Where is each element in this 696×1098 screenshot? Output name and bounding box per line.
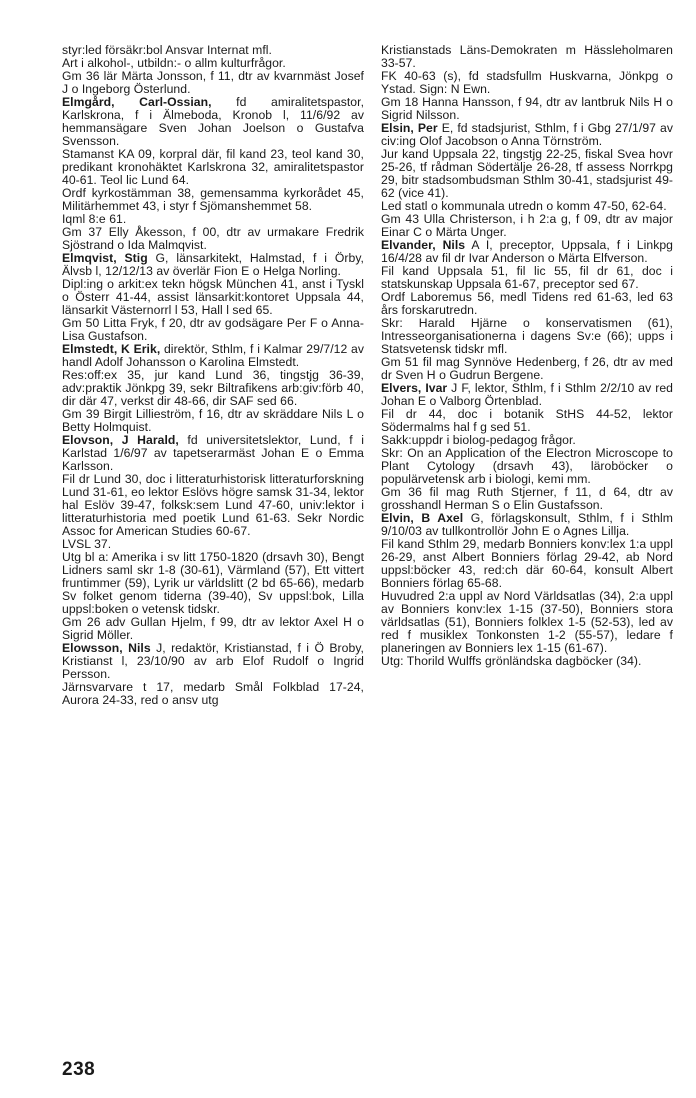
biography-entry-start	[381, 512, 673, 538]
entry-paragraph	[62, 551, 364, 616]
entry-headword: Elsin, Per	[381, 121, 438, 135]
entry-text: Gm 50 Litta Fryk, f 20, dtr av godsägare Per F o Anna-Lisa Gustafson.	[62, 316, 364, 343]
entry-text: Ordf Laboremus 56, medl Tidens red 61-63, led 63 års forskarutredn.	[381, 290, 673, 317]
page-number: 238	[62, 1059, 96, 1080]
entry-headword: Elowsson, Nils	[62, 641, 151, 655]
entry-text: Gm 36 lär Märta Jonsson, f 11, dtr av kvarnmäst Josef J o Ingeborg Österlund.	[62, 69, 364, 96]
biography-entry-start	[62, 96, 364, 148]
entry-paragraph	[381, 96, 673, 122]
entry-text: J, redaktör, Kristianstad, f i Ö Broby, Kristianst l, 23/10/90 av arb Elof Rudolf o Ingrid Persson.	[62, 641, 364, 681]
entry-text: G, länsarkitekt, Halmstad, f i Örby, Älvsb l, 12/12/13 av överlär Fion E o Helga Norling.	[62, 251, 364, 278]
entry-text: A I, preceptor, Uppsala, f i Linkpg 16/4/28 av fil dr Ivar Anderson o Märta Elfverson.	[381, 238, 673, 265]
entry-text: Skr: On an Application of the Electron Microscope to Plant Cytology (drsavh 43), läroböcker o populärvetensk arb i biologi, kemi mm.	[381, 446, 673, 486]
entry-text: Gm 18 Hanna Hansson, f 94, dtr av lantbruk Nils H o Sigrid Nilsson.	[381, 95, 673, 122]
entry-text: Art i alkohol-, utbildn:- o allm kulturfrågor.	[62, 56, 286, 70]
entry-paragraph	[381, 44, 673, 70]
biography-entry-start	[62, 434, 364, 473]
entry-headword: Elvers, Ivar	[381, 381, 448, 395]
entry-paragraph	[381, 70, 673, 96]
entry-text: Res:off:ex 35, jur kand Lund 36, tingstjg 36-39, adv:praktik Jönkpg 39, sekr Biltrafikens arb:giv:förb 40, dir där 47, verkst dir 48-66, dir SAF sed 66.	[62, 368, 364, 408]
right-column	[381, 44, 673, 668]
entry-text: Kristianstads Läns-Demokraten m Hässleholmaren 33-57.	[381, 43, 673, 70]
entry-text: Jur kand Uppsala 22, tingstjg 22-25, fiskal Svea hovr 25-26, tf rådman Södertälje 26-28, tf assess Norrkpg 29, bitr stadsombudsman Sthlm 30-41, stadsjurist 49-62 (vice 41).	[381, 147, 673, 200]
entry-text: Sakk:uppdr i biolog-pedagog frågor.	[381, 433, 576, 447]
entry-text: Stamanst KA 09, korpral där, fil kand 23, teol kand 30, predikant kronohäktet Karlskrona 32, amiralitetspastor 40-61. Teol lic Lund 64.	[62, 147, 364, 187]
entry-paragraph	[62, 148, 364, 187]
biography-entry-start	[381, 382, 673, 408]
biography-entry-start	[381, 239, 673, 265]
entry-headword: Elvander, Nils	[381, 238, 466, 252]
entry-text: Gm 39 Birgit Lillieström, f 16, dtr av skräddare Nils L o Betty Holmquist.	[62, 407, 364, 434]
biography-entry-start	[62, 252, 364, 278]
entry-paragraph	[381, 356, 673, 382]
entry-text: Skr: Harald Hjärne o konservatismen (61), Intresseorganisationerna i dagens Sv:e (66); upps i Statsvetensk tidskr mfl.	[381, 316, 673, 356]
entry-paragraph	[381, 408, 673, 434]
entry-text: G, förlagskonsult, Sthlm, f i Sthlm 9/10/03 av tullkontrollör John E o Agnes Lillja.	[381, 511, 673, 538]
entry-paragraph	[381, 590, 673, 655]
entry-paragraph	[62, 70, 364, 96]
entry-text: Gm 51 fil mag Synnöve Hedenberg, f 26, dtr av med dr Sven H o Gudrun Bergene.	[381, 355, 673, 382]
entry-text: LVSL 37.	[62, 537, 112, 551]
entry-paragraph	[381, 213, 673, 239]
entry-paragraph	[381, 265, 673, 291]
entry-text: Utg: Thorild Wulffs grönländska dagböcker (34).	[381, 654, 642, 668]
entry-text: Gm 43 Ulla Christerson, i h 2:a g, f 09, dtr av major Einar C o Märta Unger.	[381, 212, 673, 239]
entry-text: Gm 26 adv Gullan Hjelm, f 99, dtr av lektor Axel H o Sigrid Möller.	[62, 615, 364, 642]
entry-paragraph	[62, 317, 364, 343]
entry-paragraph	[62, 681, 364, 707]
entry-paragraph	[62, 408, 364, 434]
entry-paragraph	[381, 655, 673, 668]
entry-text: Fil dr 44, doc i botanik StHS 44-52, lektor Södermalms hal f g sed 51.	[381, 407, 673, 434]
entry-text: FK 40-63 (s), fd stadsfullm Huskvarna, Jönkpg o Ystad. Sign: N Ewn.	[381, 69, 673, 96]
biography-entry-start	[62, 343, 364, 369]
entry-paragraph	[62, 369, 364, 408]
entry-text: Gm 37 Elly Åkesson, f 00, dtr av urmakare Fredrik Sjöstrand o Ida Malmqvist.	[62, 225, 364, 252]
entry-text: direktör, Sthlm, f i Kalmar 29/7/12 av handl Adolf Johansson o Karolina Elmstedt.	[62, 342, 364, 369]
entry-text: E, fd stadsjurist, Sthlm, f i Gbg 27/1/97 av civ:ing Olof Jacobson o Anna Törnström.	[381, 121, 673, 148]
entry-paragraph	[62, 187, 364, 213]
entry-headword: Elvin, B Axel	[381, 511, 464, 525]
entry-paragraph	[381, 538, 673, 590]
entry-paragraph	[62, 226, 364, 252]
entry-headword: Elmstedt, K Erik,	[62, 342, 161, 356]
left-column	[62, 44, 364, 707]
entry-paragraph	[62, 616, 364, 642]
entry-text: styr:led försäkr:bol Ansvar Internat mfl.	[62, 43, 272, 57]
entry-paragraph	[381, 317, 673, 356]
entry-text: Dipl:ing o arkit:ex tekn högsk München 41, anst i Tyskl o Österr 41-44, assist länsarkit:kontoret Uppsala 44, länsarkit Västernorrl l 53, Hall l sed 65.	[62, 277, 364, 317]
entry-text: Fil dr Lund 30, doc i litteraturhistorisk litteraturforskning Lund 31-61, eo lektor Eslövs högre samsk 31-34, lektor hal Eslöv 39-47, folksk:sem Lund 47-60, univ:lektor i litteraturhistoria med poetik Lund 61-63. Sekr Nordic Assoc for American Studies 60-67.	[62, 472, 364, 538]
biography-entry-start	[381, 122, 673, 148]
entry-paragraph	[62, 278, 364, 317]
entry-paragraph	[381, 291, 673, 317]
entry-text: J F, lektor, Sthlm, f i Sthlm 2/2/10 av red Johan E o Valborg Örtenblad.	[381, 381, 673, 408]
entry-text: Ordf kyrkostämman 38, gemensamma kyrkorådet 45, Militärhemmet 43, i styr f Sjömanshemmet 58.	[62, 186, 364, 213]
entry-paragraph	[381, 447, 673, 486]
entry-text: Huvudred 2:a uppl av Nord Världsatlas (34), 2:a uppl av Bonniers konv:lex 1-15 (37-50), Bonniers stora världsatlas (51), Bonniers folklex 1-5 (52-53), led av red f musiklex Tonkonsten 1-2 (55-57), ledare f planeringen av Bonniers lex 1-15 (61-67).	[381, 589, 673, 655]
entry-headword: Elmgård, Carl-Ossian,	[62, 95, 212, 109]
biography-entry-start	[62, 642, 364, 681]
entry-text: fd universitetslektor, Lund, f i Karlstad 1/6/97 av tapetserarmäst Johan E o Emma Karlsson.	[62, 433, 364, 473]
entry-headword: Elmqvist, Stig	[62, 251, 148, 265]
entry-headword: Elovson, J Harald,	[62, 433, 179, 447]
entry-paragraph	[62, 473, 364, 538]
entry-text: Järnsvarvare t 17, medarb Smål Folkblad 17-24, Aurora 24-33, red o ansv utg	[62, 680, 364, 707]
entry-text: Utg bl a: Amerika i sv litt 1750-1820 (drsavh 30), Bengt Lidners saml skr 1-8 (30-61), Värmland (57), Ett vittert fruntimmer (59), Lyrik ur världslitt (2 bd 65-66), medarb Sv folket genom tiderna (39-40), Sv uppsl:bok, Lilla uppsl:boken o vetensk tidskr.	[62, 550, 364, 616]
entry-text: Fil kand Sthlm 29, medarb Bonniers konv:lex 1:a uppl 26-29, anst Albert Bonniers förlag 29-42, ab Nord uppsl:böcker 43, red:ch där 60-64, konsult Albert Bonniers förlag 65-68.	[381, 537, 673, 590]
entry-paragraph	[381, 486, 673, 512]
entry-text: fd amiralitetspastor, Karlskrona, f i Älmeboda, Kronob l, 11/6/92 av hemmansägare Sven Johan Joelson o Gustafva Svensson.	[62, 95, 365, 148]
entry-text: Gm 36 fil mag Ruth Stjerner, f 11, d 64, dtr av grosshandl Herman S o Elin Gustafsson.	[381, 485, 673, 512]
entry-text: Fil kand Uppsala 51, fil lic 55, fil dr 61, doc i statskunskap Uppsala 61-67, preceptor sed 67.	[381, 264, 673, 291]
entry-text: Led statl o kommunala utredn o komm 47-50, 62-64.	[381, 199, 667, 213]
entry-text: Iqml 8:e 61.	[62, 212, 127, 226]
entry-paragraph	[381, 148, 673, 200]
